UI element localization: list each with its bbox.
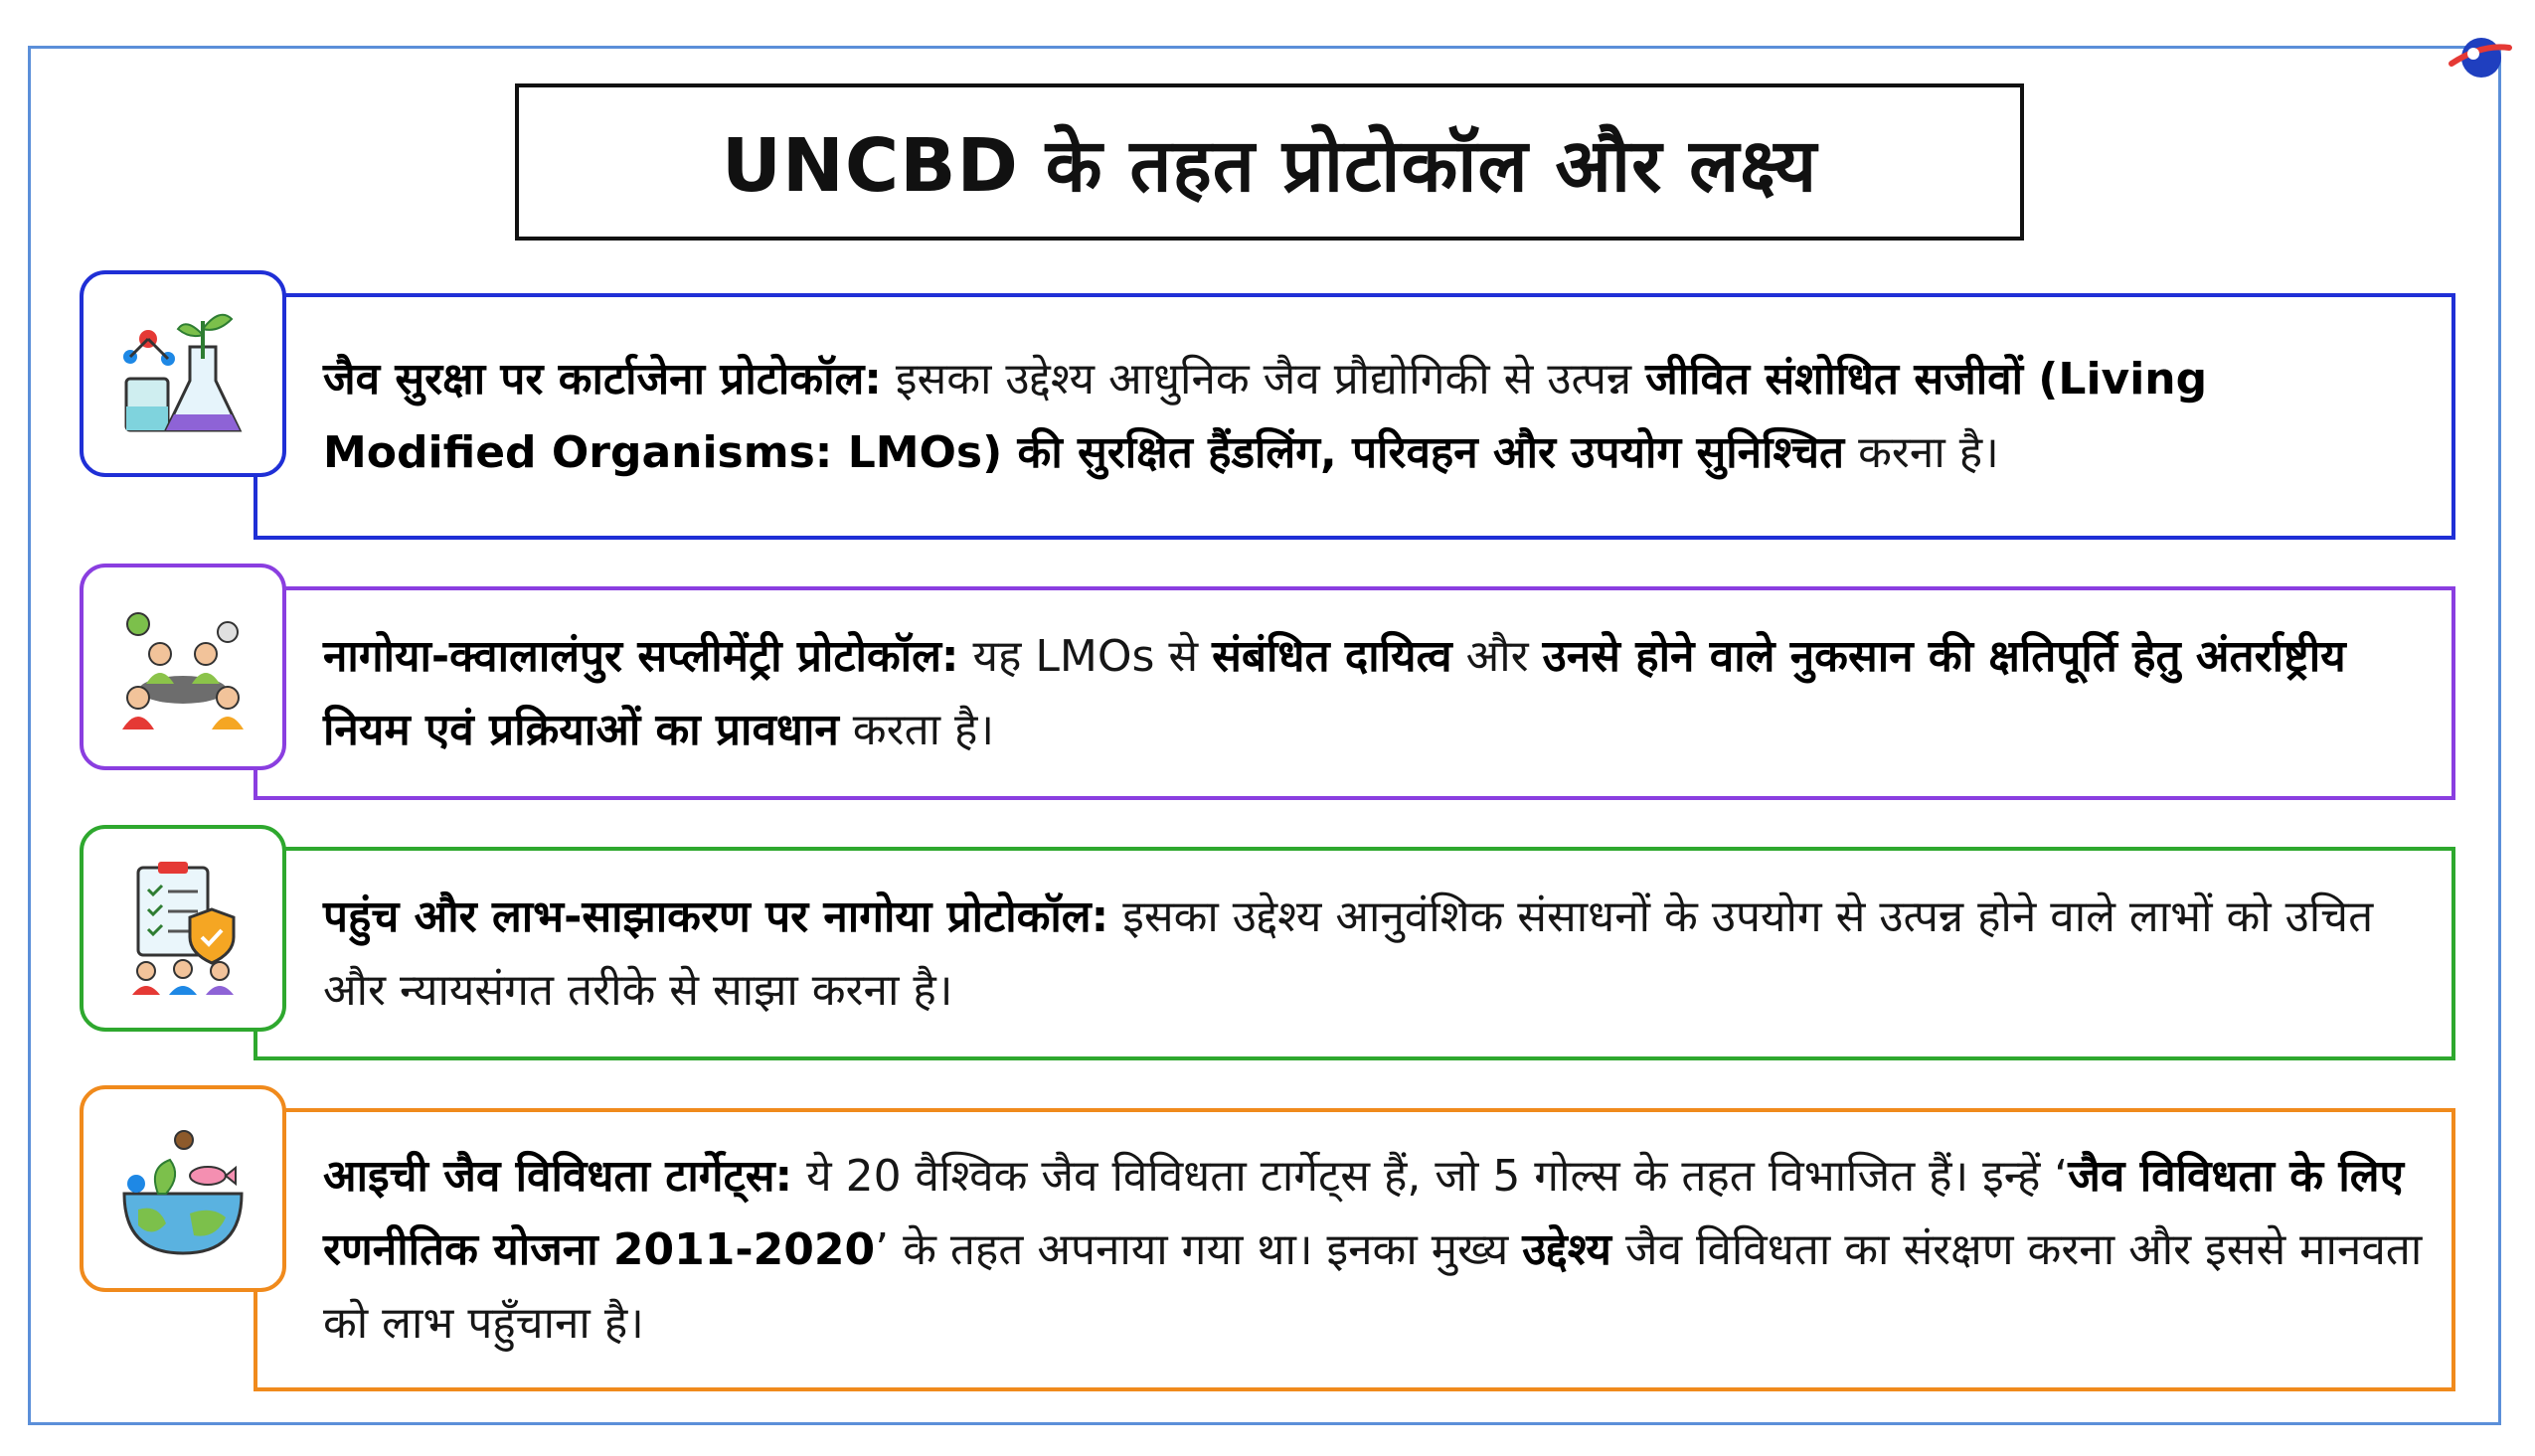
title-box bbox=[515, 83, 2024, 241]
card-bold: जैव विविधता के लिए रणनीतिक योजना 2011-2020 bbox=[323, 1150, 2404, 1275]
card-heading: आइची जैव विविधता टार्गेट्स: bbox=[323, 1150, 793, 1202]
globe-biodiversity-icon bbox=[108, 1114, 257, 1263]
card-bold: संबंधित दायित्व bbox=[1212, 630, 1452, 682]
card-body: इसका उद्देश्य आनुवंशिक संसाधनों के उपयोग से उत्पन्न होने वाले लाभों को उचित और न्यायसंगत तरीके से साझा करना है। bbox=[323, 890, 2374, 1016]
card-heading: नागोया-क्वालालंपुर सप्लीमेंट्री प्रोटोकॉल: bbox=[323, 630, 959, 682]
card-body: जैव विविधता का संरक्षण करना और इससे मानवता को लाभ पहुँचाना है। bbox=[323, 1223, 2423, 1349]
card-body: इसका उद्देश्य आधुनिक जैव प्रौद्योगिकी से उत्पन्न bbox=[881, 354, 1646, 404]
card-body: ये 20 वैश्विक जैव विविधता टार्गेट्स हैं, जो 5 गोल्स के तहत विभाजित हैं। इन्हें ‘ bbox=[792, 1150, 2069, 1202]
card-heading: जैव सुरक्षा पर कार्टाजेना प्रोटोकॉल: bbox=[323, 354, 882, 404]
card-heading: पहुंच और लाभ-साझाकरण पर नागोया प्रोटोकॉल: bbox=[323, 890, 1109, 942]
card-text bbox=[323, 851, 2424, 1056]
card-text bbox=[323, 590, 2424, 796]
page-title: UNCBD के तहत प्रोटोकॉल और लक्ष्य bbox=[721, 122, 1818, 209]
card-nagoya-kl bbox=[254, 586, 2455, 800]
card-text bbox=[323, 297, 2424, 536]
card-bold: जीवित संशोधित सजीवों (Living Modified Organisms: LMOs) की सुरक्षित हैंडलिंग, परिवहन और उपयोग सुनिश्चित bbox=[323, 354, 2208, 478]
card-body: करना है। bbox=[1844, 427, 1999, 478]
icon-box-nagoya-kl bbox=[80, 564, 286, 770]
meeting-people-icon bbox=[108, 592, 257, 741]
card-body: ’ के तहत अपनाया गया था। इनका मुख्य bbox=[875, 1223, 1523, 1275]
card-body: और bbox=[1451, 630, 1543, 682]
card-bold: उनसे होने वाले नुकसान की क्षतिपूर्ति हेतु अंतर्राष्ट्रीय नियम एवं प्रक्रियाओं का प्रावधान bbox=[323, 630, 2346, 755]
icon-box-nagoya-abs bbox=[80, 825, 286, 1032]
card-body: करता है। bbox=[838, 704, 995, 755]
card-cartagena bbox=[254, 293, 2455, 540]
card-body: यह LMOs से bbox=[958, 630, 1213, 682]
icon-box-cartagena bbox=[80, 270, 286, 477]
card-text bbox=[323, 1112, 2424, 1387]
brand-logo-icon bbox=[2444, 26, 2513, 85]
lab-flask-plant-icon bbox=[108, 299, 257, 448]
checklist-shield-icon bbox=[108, 854, 257, 1003]
icon-box-aichi bbox=[80, 1085, 286, 1292]
card-bold: उद्देश्य bbox=[1522, 1223, 1611, 1275]
card-nagoya-abs bbox=[254, 847, 2455, 1060]
card-aichi bbox=[254, 1108, 2455, 1391]
